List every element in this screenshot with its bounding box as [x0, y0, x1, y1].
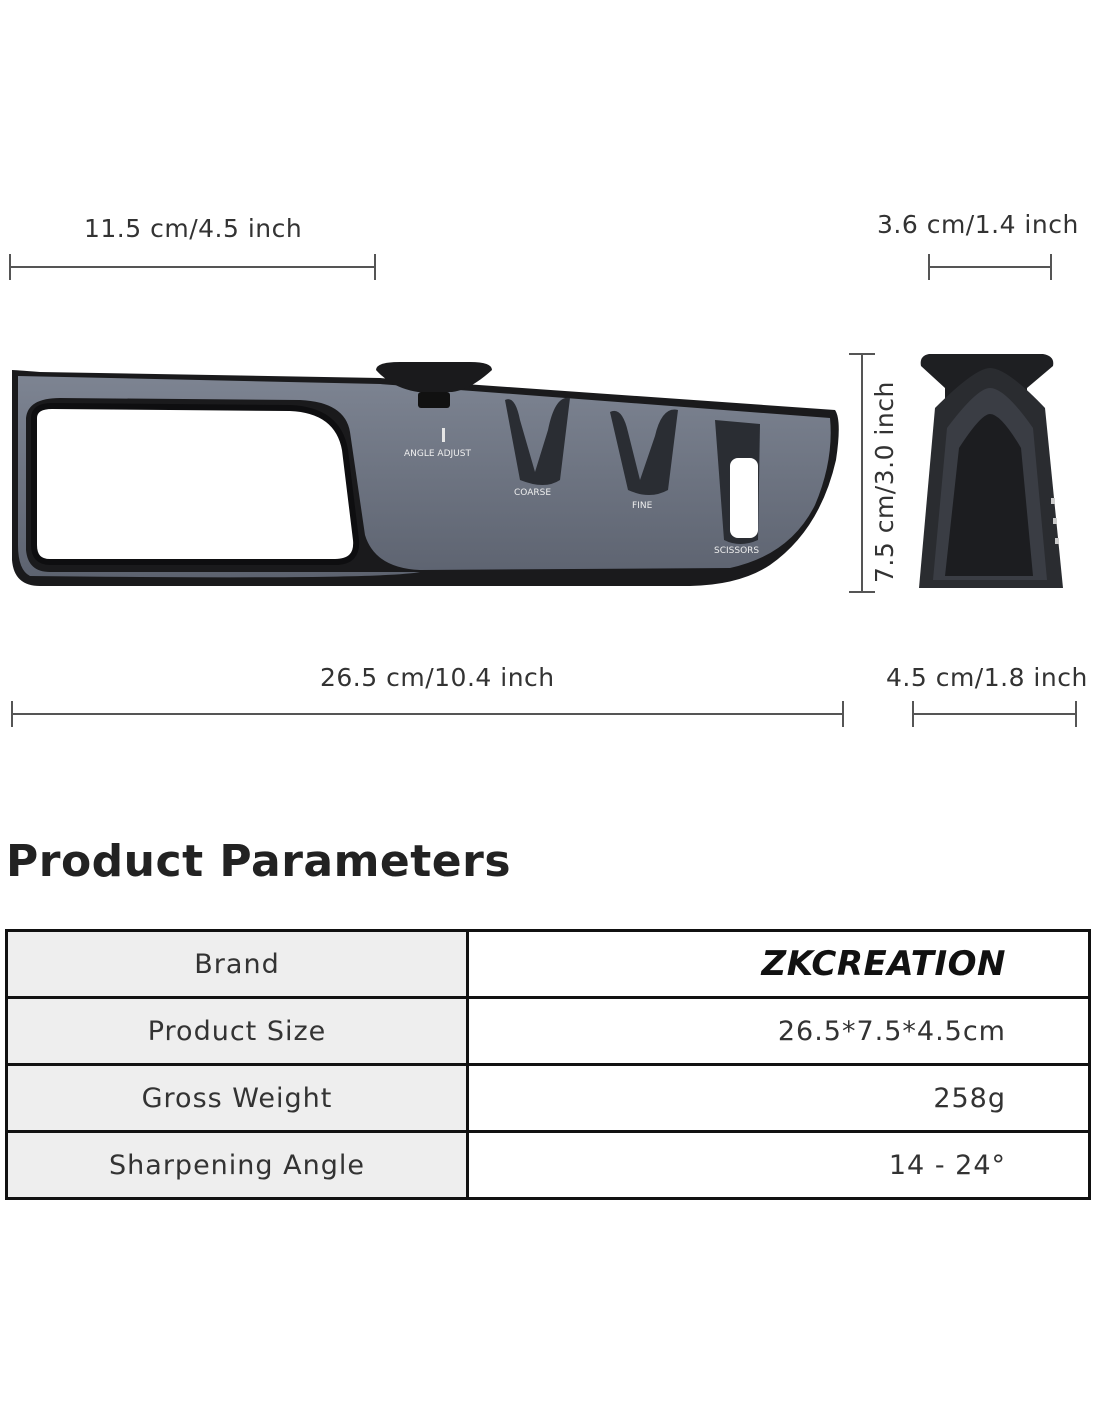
coarse-label: COARSE: [514, 488, 552, 498]
handle-width-label: 11.5 cm/4.5 inch: [84, 214, 303, 243]
scissors-label: SCISSORS: [714, 546, 760, 556]
angle-knob-stem: [418, 392, 450, 408]
handle-width-cap-right: [374, 254, 376, 280]
table-row: [7, 1065, 1090, 1132]
base-depth-line: [912, 713, 1077, 715]
total-length-cap-left: [11, 701, 13, 727]
table-row: [7, 1132, 1090, 1199]
handle-opening: [34, 406, 356, 562]
total-length-line: [11, 713, 844, 715]
handle-width-line: [9, 266, 376, 268]
height-cap-bottom: [849, 591, 875, 593]
end-view-mark-3: [1055, 538, 1059, 544]
param-label-angle: Sharpening Angle: [7, 1132, 468, 1199]
height-line: [861, 353, 863, 593]
fine-label: FINE: [632, 501, 653, 511]
top-depth-cap-left: [928, 254, 930, 280]
base-depth-cap-left: [912, 701, 914, 727]
height-label: 7.5 cm/3.0 inch: [870, 381, 899, 583]
total-length-cap-right: [842, 701, 844, 727]
sharpener-side-view: [0, 340, 850, 610]
angle-indicator-mark: [442, 428, 445, 442]
end-view-mark-2: [1053, 518, 1057, 524]
param-label-brand: Brand: [7, 931, 468, 998]
table-row: [7, 998, 1090, 1065]
end-view-mark-1: [1051, 498, 1055, 504]
scissors-slot-opening: [730, 458, 758, 538]
sharpener-end-view: [915, 348, 1065, 596]
param-value-size: 26.5*7.5*4.5cm: [468, 998, 1090, 1065]
parameters-table: [5, 929, 1091, 1200]
param-label-weight: Gross Weight: [7, 1065, 468, 1132]
angle-adjust-label: ANGLE ADJUST: [404, 449, 471, 459]
page-title: Product Parameters: [6, 836, 512, 887]
param-label-size: Product Size: [7, 998, 468, 1065]
top-depth-line: [928, 266, 1052, 268]
param-value-brand: ZKCREATION: [468, 931, 1090, 998]
handle-width-cap-left: [9, 254, 11, 280]
table-row: [7, 931, 1090, 998]
height-cap-top: [849, 353, 875, 355]
total-length-label: 26.5 cm/10.4 inch: [320, 663, 555, 692]
param-value-weight: 258g: [468, 1065, 1090, 1132]
base-depth-cap-right: [1075, 701, 1077, 727]
top-depth-label: 3.6 cm/1.4 inch: [877, 210, 1079, 239]
param-value-angle: 14 - 24°: [468, 1132, 1090, 1199]
base-depth-label: 4.5 cm/1.8 inch: [886, 663, 1088, 692]
top-depth-cap-right: [1050, 254, 1052, 280]
